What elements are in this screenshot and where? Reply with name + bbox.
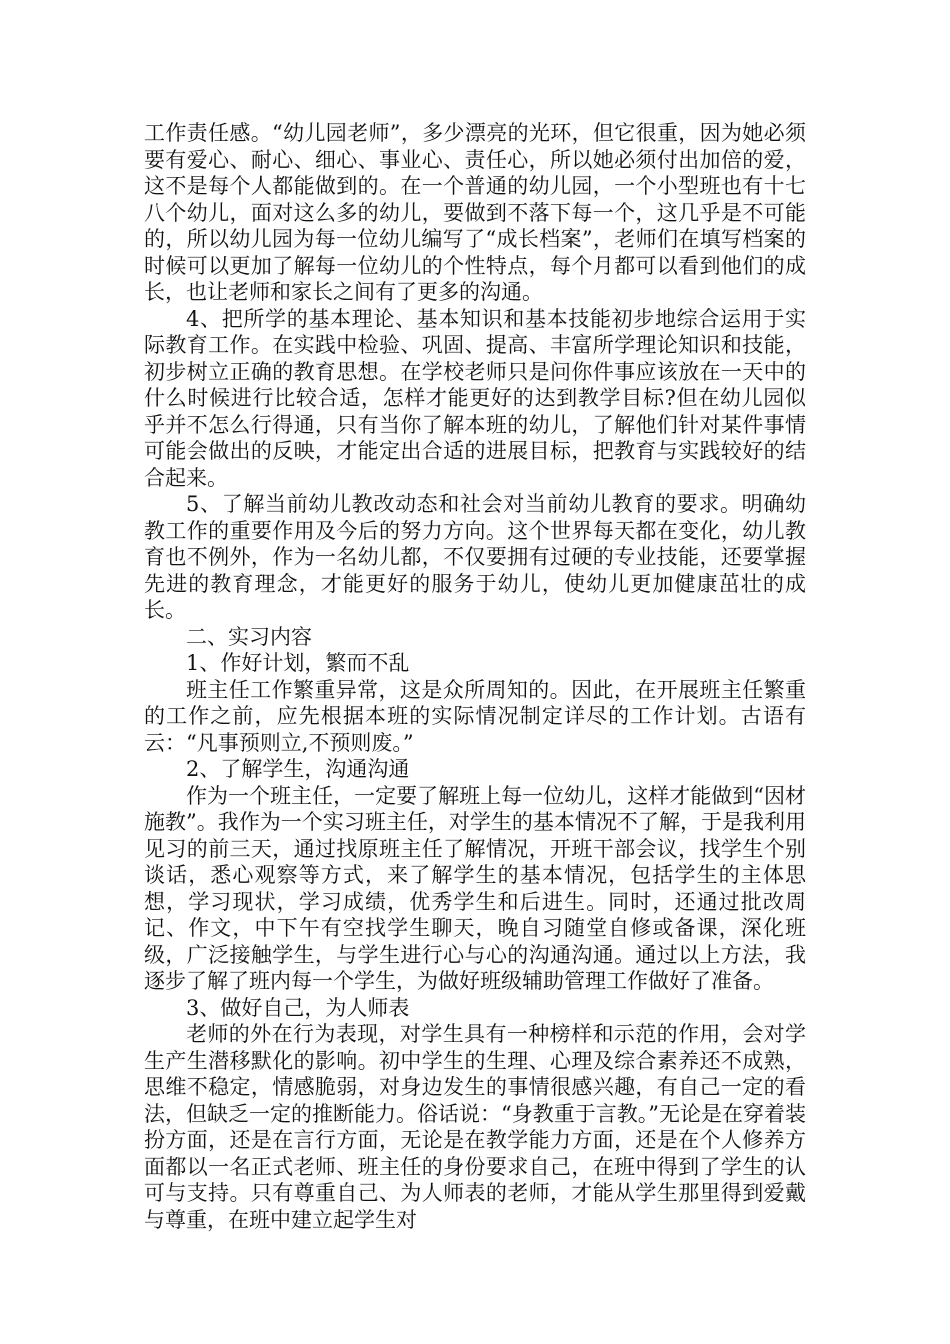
paragraph-understand-students: 作为一个班主任，一定要了解班上每一位幼儿，这样才能做到“因材施教”。我作为一个实习班主任，对学生的基本情况不了解，于是我利用见习的前三天，通过找原班主任了解情况，开班干部会议，找学生个别谈话，悉心观察等方式，来了解学生的基本情况，包括学生的主体思想，学习现状，学习成绩，优秀学生和后进生。同时，还通过批改周记、作文，中下午有空找学生聊天，晚自习随堂自修或备课，深化班级，广泛接触学生，与学生进行心与心的沟通沟通。通过以上方法，我逐步了解了班内每一个学生，为做好班级辅助管理工作做好了准备。 — [144, 783, 806, 993]
subheading-1: 1、作好计划，繁而不乱 — [186, 651, 410, 675]
paragraph-plan: 班主任工作繁重异常，这是众所周知的。因此，在开展班主任繁重的工作之前，应先根据本班的实际情况制定详尽的工作计划。古语有云：“凡事预则立,不预则废。” — [144, 677, 806, 755]
section-heading-internship-content: 二、实习内容 — [186, 624, 312, 649]
document-page — [144, 120, 806, 1233]
paragraph-continued: 工作责任感。“幼儿园老师”，多少漂亮的光环，但它很重，因为她必须要有爱心、耐心、细心、事业心、责任心，所以她必须付出加倍的爱，这不是每个人都能做到的。在一个普通的幼儿园，一个小型班也有十七八个幼儿，面对这么多的幼儿，要做到不落下每一个，这几乎是不可能的，所以幼儿园为每一位幼儿编写了“成长档案”，老师们在填写档案的时候可以更加了解每一位幼儿的个性特点，每个月都可以看到他们的成长，也让老师和家长之间有了更多的沟通。 — [144, 121, 806, 304]
paragraph-item-5: 5、了解当前幼儿教改动态和社会对当前幼儿教育的要求。明确幼教工作的重要作用及今后的努力方向。这个世界每天都在变化，幼儿教育也不例外，作为一名幼儿都，不仅要拥有过硬的专业技能，还要掌握先进的教育理念，才能更好的服务于幼儿，使幼儿更加健康茁壮的成长。 — [144, 492, 806, 622]
subheading-2: 2、了解学生，沟通沟通 — [186, 757, 410, 781]
paragraph-item-4: 4、把所学的基本理论、基本知识和基本技能初步地综合运用于实际教育工作。在实践中检验、巩固、提高、丰富所学理论知识和技能，初步树立正确的教育思想。在学校老师只是问你件事应该放在一天中的什么时候进行比较合适，怎样才能更好的达到教学目标?但在幼儿园似乎并不怎么行得通，只有当你了解本班的幼儿，了解他们针对某件事情可能会做出的反映，才能定出合适的进展目标，把教育与实践较好的结合起来。 — [144, 306, 806, 490]
paragraph-role-model: 老师的外在行为表现，对学生具有一种榜样和示范的作用，会对学生产生潜移默化的影响。初中学生的生理、心理及综合素养还不成熟，思维不稳定，情感脆弱，对身边发生的事情很感兴趣，有自己一定的看法，但缺乏一定的推断能力。俗话说：“身教重于言教。”无论是在穿着装扮方面，还是在言行方面，无论是在教学能力方面，还是在个人修养方面都以一名正式老师、班主任的身份要求自己，在班中得到了学生的认可与支持。只有尊重自己、为人师表的老师，才能从学生那里得到爱戴与尊重，在班中建立起学生对 — [144, 1022, 806, 1232]
subheading-3: 3、做好自己，为人师表 — [186, 995, 410, 1020]
